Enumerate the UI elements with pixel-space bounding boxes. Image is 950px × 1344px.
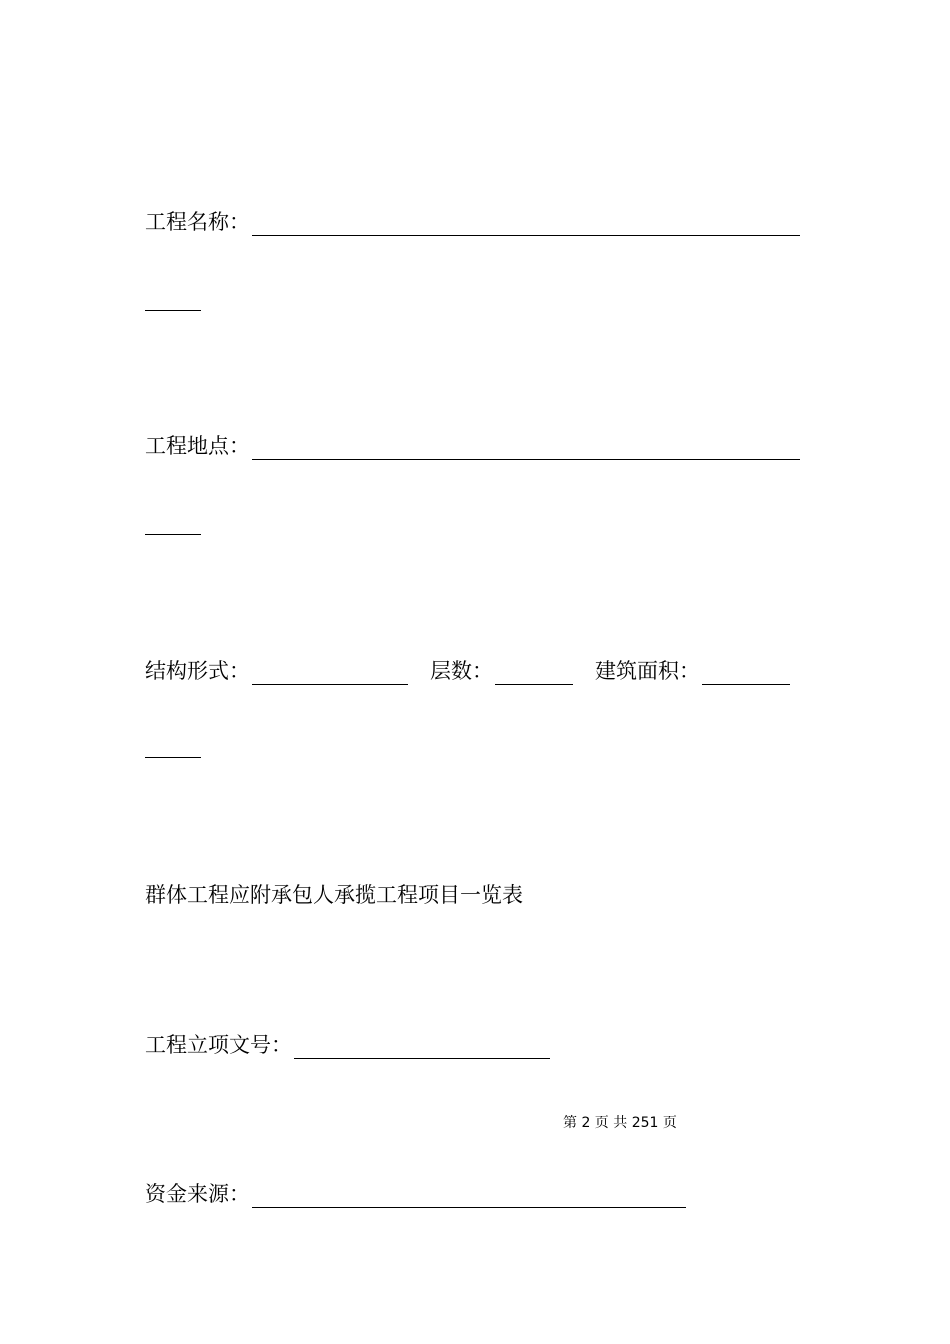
area-field[interactable]: [702, 662, 790, 685]
project-name-label: 工程名称：: [145, 210, 250, 234]
project-location-label: 工程地点：: [145, 434, 250, 458]
project-name-row: [145, 208, 800, 236]
approval-label: 工程立项文号：: [145, 1033, 292, 1057]
structure-field[interactable]: [252, 662, 408, 685]
funding-label: 资金来源：: [145, 1182, 250, 1206]
project-name-field[interactable]: [252, 213, 800, 236]
group-title-row: [145, 881, 523, 909]
approval-row: [145, 1031, 550, 1059]
approval-field[interactable]: [294, 1036, 550, 1059]
funding-field[interactable]: [252, 1185, 686, 1208]
page-number: 第 2 页 共 251 页: [563, 1115, 677, 1131]
project-name-field-continuation[interactable]: [145, 310, 201, 311]
funding-row: [145, 1180, 686, 1208]
structure-row: [145, 657, 790, 685]
project-location-field-continuation[interactable]: [145, 534, 201, 535]
floors-label: 层数：: [430, 659, 493, 683]
area-field-continuation[interactable]: [145, 757, 201, 758]
group-title: 群体工程应附承包人承揽工程项目一览表: [145, 883, 523, 907]
project-location-field[interactable]: [252, 437, 800, 460]
structure-label: 结构形式：: [145, 659, 250, 683]
area-label: 建筑面积：: [595, 659, 700, 683]
project-location-row: [145, 432, 800, 460]
floors-field[interactable]: [495, 662, 573, 685]
